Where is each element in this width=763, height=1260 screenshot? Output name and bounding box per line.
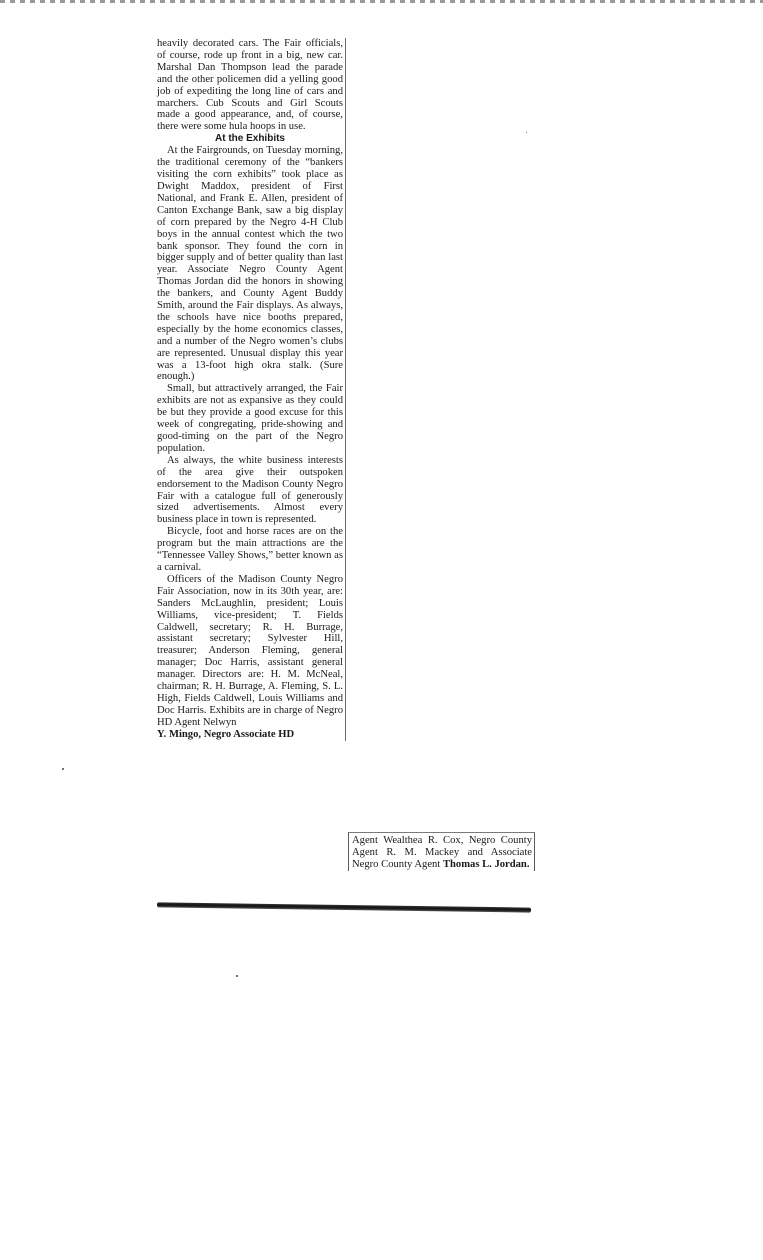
scan-speck — [62, 768, 64, 770]
article-paragraph-races: Bicycle, foot and horse races are on the program but the main attractions are the “Tennessee Valley Shows,” better known as a carnival. — [157, 526, 343, 573]
scan-speck — [236, 975, 238, 977]
scan-speck — [526, 132, 527, 133]
article-paragraph-small-exhibits: Small, but attractively arranged, the Fair exhibits are not as expansive as they could be but they provide a good excuse for this week of congregating, pride-showing and good-timing on the part of the Negro population. — [157, 383, 343, 454]
article-subhead: At the Exhibits — [214, 133, 285, 145]
caption-bold-name: Thomas L. Jordan. — [442, 858, 530, 870]
column-rule — [157, 902, 531, 912]
article-paragraph-officers: Officers of the Madison County Negro Fair Association, now in its 30th year, are: Sanders McLaughlin, president; Louis Williams, vice-president; T. Fields Caldwell, secretary; R. H. Burrage, assistant secretary; Sylvester Hill, treasurer; Anderson Fleming, general manager; Doc Harris, assistant general manager. Directors are: H. M. McNeal, chairman; R. H. Burrage, A. Fleming, S. L. High, Fields Caldwell, Louis Williams and Doc Harris. Exhibits are in charge of Negro HD Agent Nelwyn — [157, 573, 343, 728]
article-column — [157, 38, 346, 741]
article-paragraph-business: As always, the white business interests of the area give their outspoken endorsement to the Madison County Negro Fair with a catalogue full of generously sized advertisements. Almost every business place in town is represented. — [157, 454, 343, 526]
page-top-border — [0, 0, 763, 3]
article-paragraph-exhibits: At the Fairgrounds, on Tuesday morning, the traditional ceremony of the “bankers visiting the corn exhibits” took place as Dwight Maddox, president of First National, and Frank E. Allen, president of Canton Exchange Bank, saw a big display of corn prepared by the Negro 4-H Club boys in the annual contest which the two bank sponsor. They found the corn in bigger supply and of better quality than last year. Associate Negro County Agent Thomas Jordan did the honors in showing the bankers, and County Agent Buddy Smith, around the Fair displays. As always, the schools have nice booths prepared, especially by the home economics classes, and a number of the Negro women’s clubs are represented. Unusual display this year was a 13-foot high okra stalk. (Sure enough.) — [157, 145, 343, 383]
article-paragraph-parade: heavily decorated cars. The Fair officials, of course, rode up front in a big, new car. Marshal Dan Thompson lead the parade and the other policemen did a yelling good job of expediting the long line of cars and marchers. Cub Scouts and Girl Scouts made a good appearance, and, of course, there were some hula hoops in use. — [157, 38, 343, 133]
caption-text: Agent Wealthea R. Cox, Negro County Agent R. M. Mackey and Associate Negro County Agent — [352, 835, 532, 870]
article-paragraph-officers-bold: Y. Mingo, Negro Associate HD — [157, 728, 295, 740]
photo-caption — [348, 832, 535, 871]
